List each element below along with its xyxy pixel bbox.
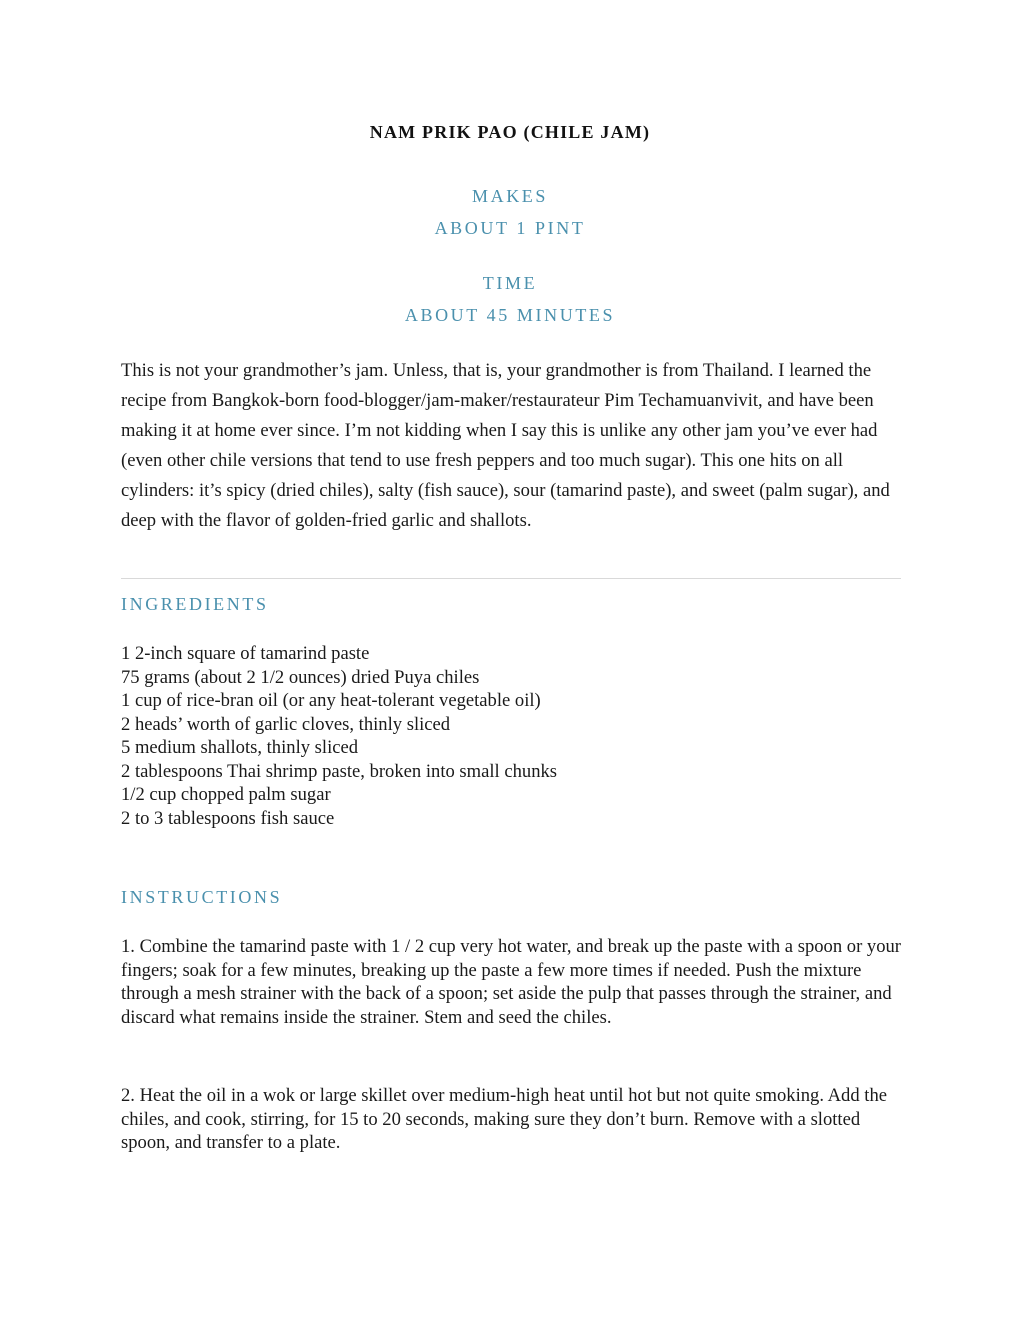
ingredient-item: 1 cup of rice-bran oil (or any heat-tolerant vegetable oil): [121, 690, 541, 711]
ingredients-heading: INGREDIENTS: [121, 594, 269, 614]
intro-paragraph: This is not your grandmother’s jam. Unless, that is, your grandmother is from Thailand. I learned the recipe from Bangkok-born food-blogger/jam-maker/restaurateur Pim Techamuanvivit, and have been making it at home ever since. I’m not kidding when I say this is unlike any other jam you’ve ever had (even other chile versions that tend to use fresh peppers and too much sugar). This one hits on all cylinders: it’s spicy (dried chiles), salty (fish sauce), sour (tamarind paste), and sweet (palm sugar), and deep with the flavor of golden-fried garlic and shallots.: [121, 360, 890, 531]
ingredient-item: 2 heads’ worth of garlic cloves, thinly sliced: [121, 713, 451, 735]
ingredient-item: 1/2 cup chopped palm sugar: [121, 784, 331, 805]
instruction-step-2: 2. Heat the oil in a wok or large skillet over medium-high heat until hot but not quite smoking. Add the chiles, and cook, stirring, for 15 to 20 seconds, making sure they don’t burn. Remove with a slotted spoon, and transfer to a plate.: [121, 1085, 888, 1153]
instructions-heading: INSTRUCTIONS: [121, 887, 283, 907]
instruction-step-1: 1. Combine the tamarind paste with 1 / 2 cup very hot water, and break up the paste with a spoon or your fingers; soak for a few minutes, breaking up the paste a few more times if needed. Push the mixture through a mesh strainer with the back of a spoon; set aside the pulp that passes through the strainer, and discard what remains inside the strainer. Stem and seed the chiles.: [121, 936, 902, 1028]
section-divider: [121, 578, 901, 579]
time-value: ABOUT 45 MINUTES: [404, 305, 616, 325]
ingredient-item: 2 tablespoons Thai shrimp paste, broken into small chunks: [121, 760, 558, 782]
ingredient-item: 75 grams (about 2 1/2 ounces) dried Puya chiles: [121, 666, 480, 688]
ingredient-item: 1 2-inch square of tamarind paste: [121, 643, 370, 664]
makes-value: ABOUT 1 PINT: [434, 218, 586, 238]
time-label: TIME: [482, 273, 538, 293]
ingredient-item: 2 to 3 tablespoons fish sauce: [121, 807, 335, 829]
ingredients-list: [121, 642, 557, 830]
makes-label: MAKES: [471, 186, 548, 206]
ingredient-item: 5 medium shallots, thinly sliced: [121, 737, 359, 758]
recipe-title: NAM PRIK PAO (CHILE JAM): [369, 122, 651, 142]
